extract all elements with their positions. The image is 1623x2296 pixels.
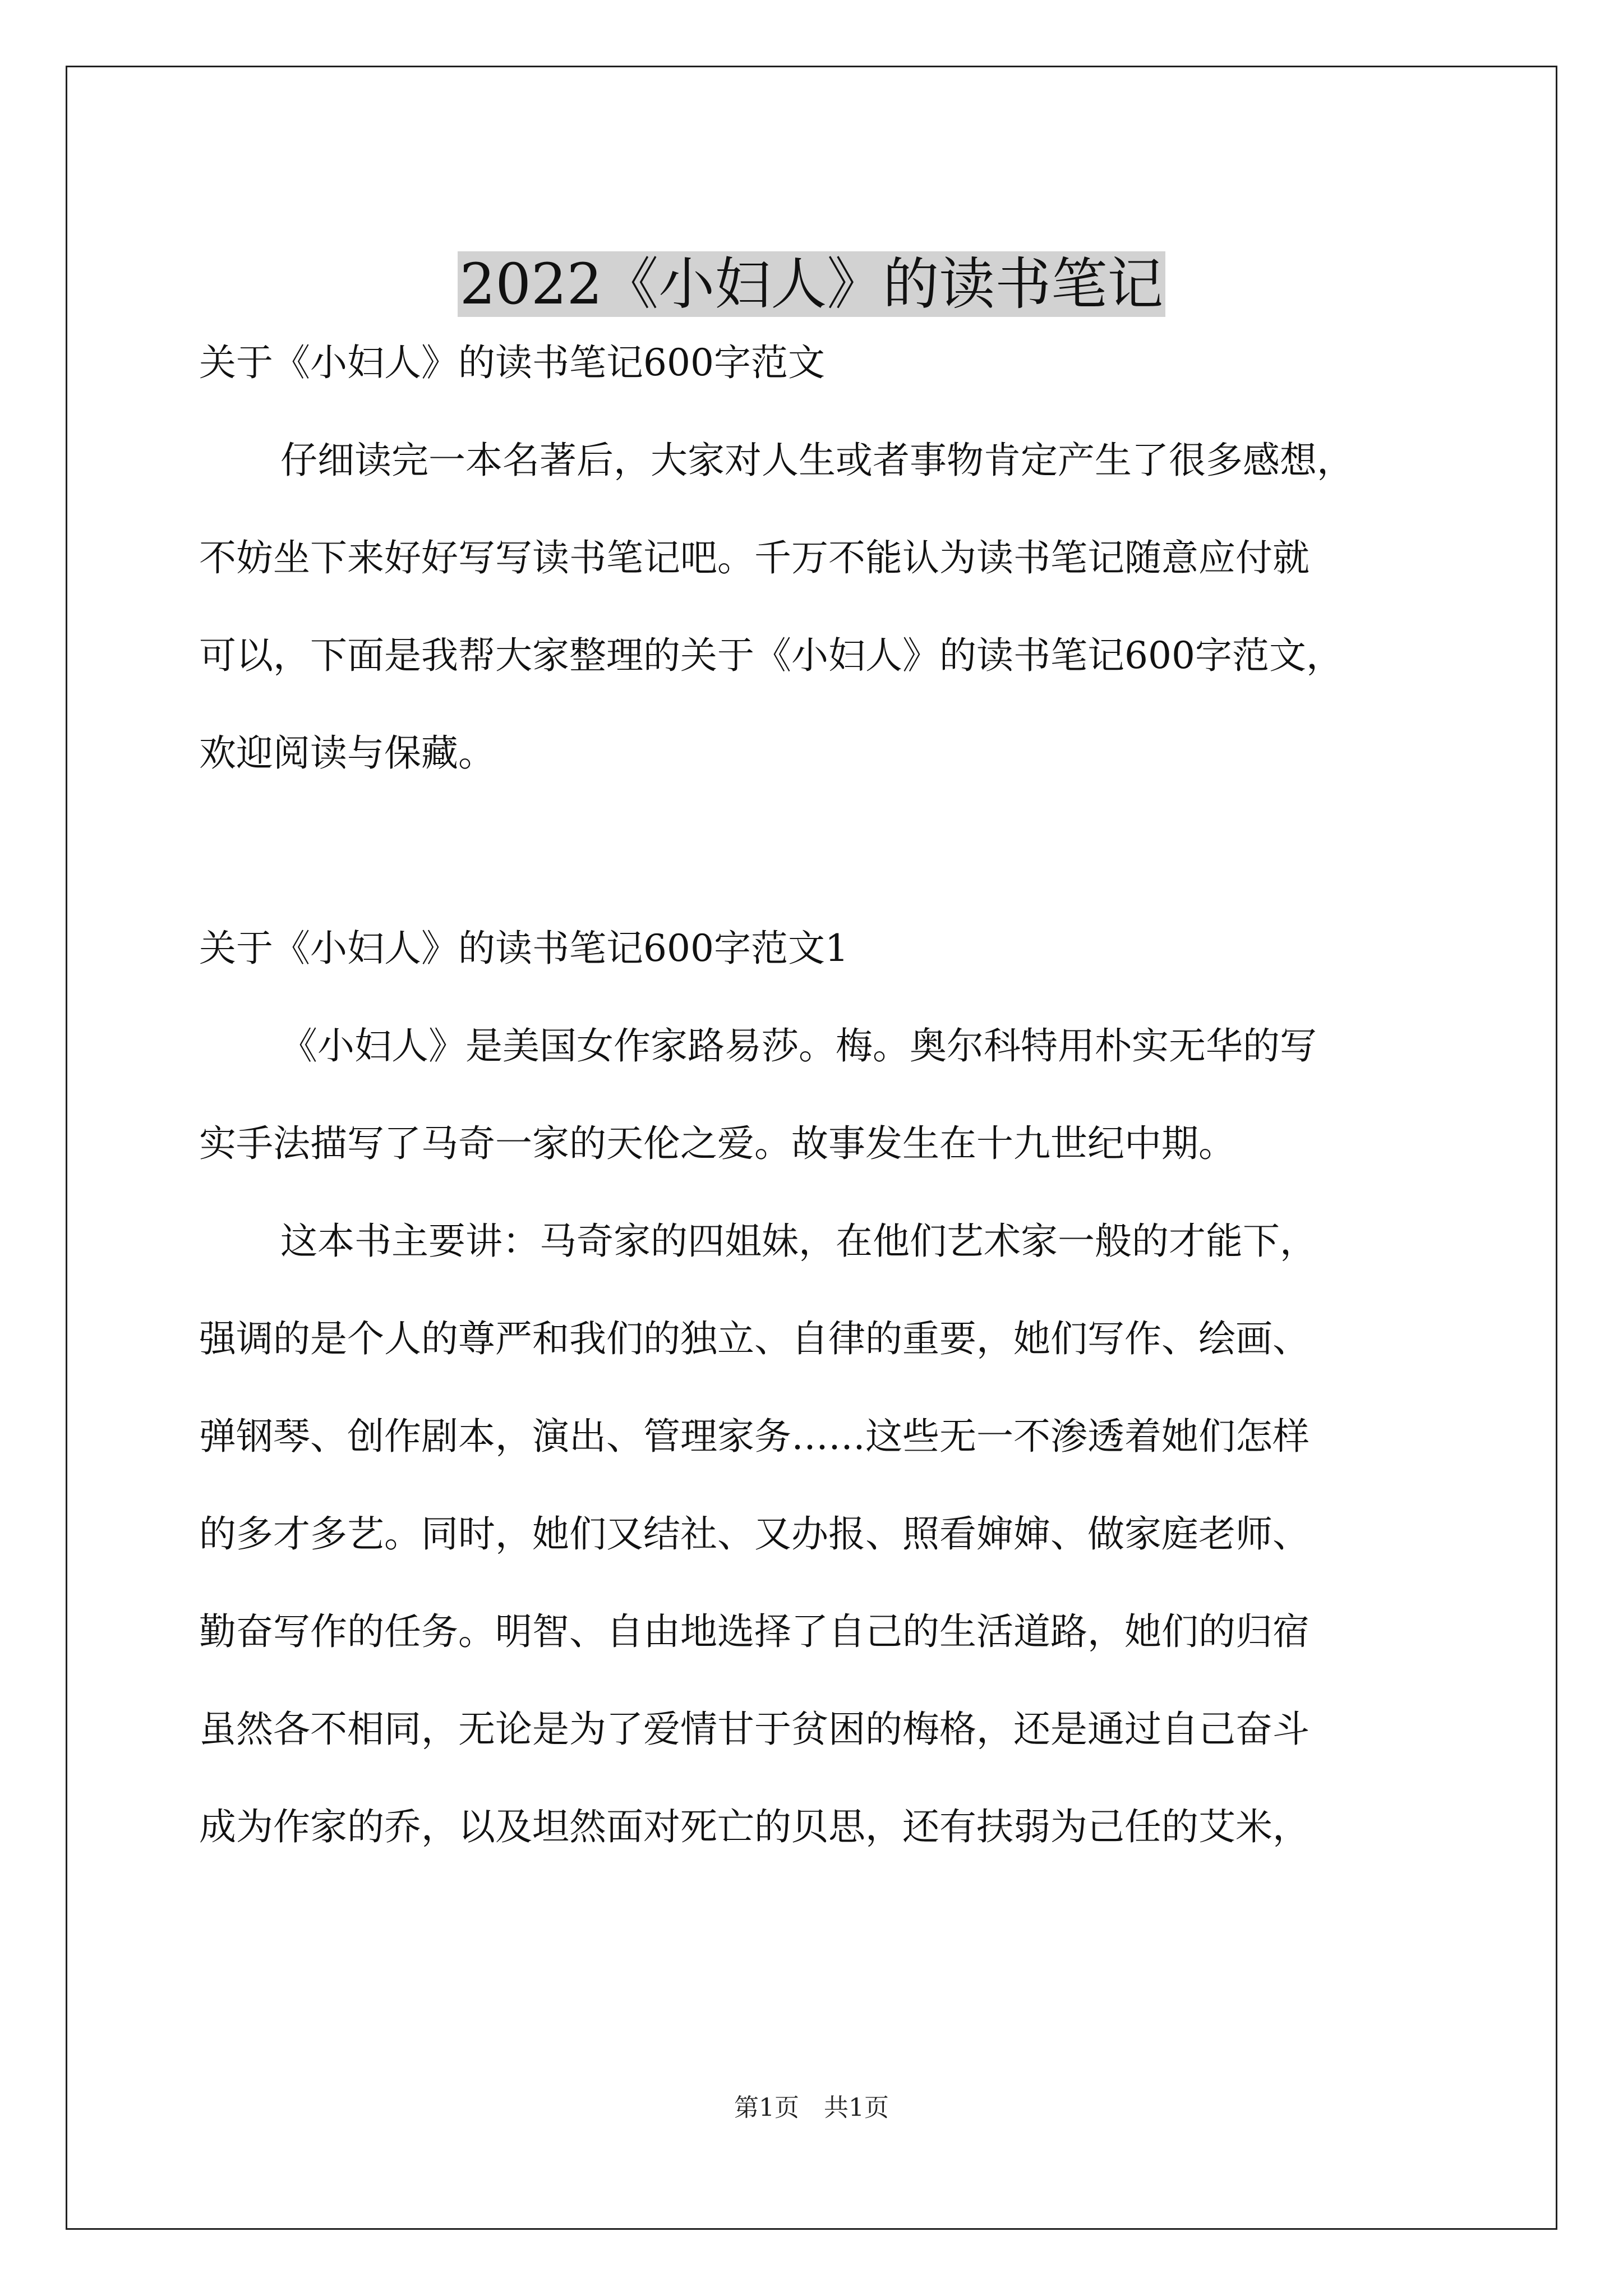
section-heading: 关于《小妇人》的读书笔记600字范文 (199, 341, 825, 384)
paragraph-line: 《小妇人》是美国女作家路易莎。梅。奥尔科特用朴实无华的写 (280, 1024, 1317, 1068)
section-heading: 关于《小妇人》的读书笔记600字范文1 (199, 927, 849, 970)
paragraph-line: 不妨坐下来好好写写读书笔记吧。千万不能认为读书笔记随意应付就 (199, 536, 1310, 579)
paragraph-line: 弹钢琴、创作剧本，演出、管理家务……这些无一不渗透着她们怎样 (199, 1415, 1310, 1458)
document-title (0, 245, 1623, 324)
paragraph-line: 虽然各不相同，无论是为了爱情甘于贫困的梅格，还是通过自己奋斗 (199, 1708, 1310, 1751)
paragraph-line: 仔细读完一本名著后，大家对人生或者事物肯定产生了很多感想， (280, 439, 1354, 482)
paragraph-line: 可以，下面是我帮大家整理的关于《小妇人》的读书笔记600字范文， (199, 634, 1343, 677)
paragraph-line: 成为作家的乔，以及坦然面对死亡的贝思，还有扶弱为己任的艾米， (199, 1805, 1310, 1848)
page-footer: 第1页 共1页 (734, 2093, 889, 2122)
document-title-text: 2022《小妇人》的读书笔记 (458, 251, 1166, 317)
paragraph-line: 勤奋写作的任务。明智、自由地选择了自己的生活道路，她们的归宿 (199, 1610, 1310, 1653)
paragraph-line: 欢迎阅读与保藏。 (199, 731, 495, 775)
paragraph-line: 这本书主要讲：马奇家的四姐妹，在他们艺术家一般的才能下， (280, 1220, 1317, 1263)
document-body (199, 314, 1433, 1876)
paragraph-line: 强调的是个人的尊严和我们的独立、自律的重要，她们写作、绘画、 (199, 1317, 1310, 1360)
blank-line (199, 802, 1433, 900)
paragraph-line: 的多才多艺。同时，她们又结社、又办报、照看婶婶、做家庭老师、 (199, 1512, 1310, 1556)
paragraph-line: 实手法描写了马奇一家的天伦之爱。故事发生在十九世纪中期。 (199, 1122, 1235, 1165)
